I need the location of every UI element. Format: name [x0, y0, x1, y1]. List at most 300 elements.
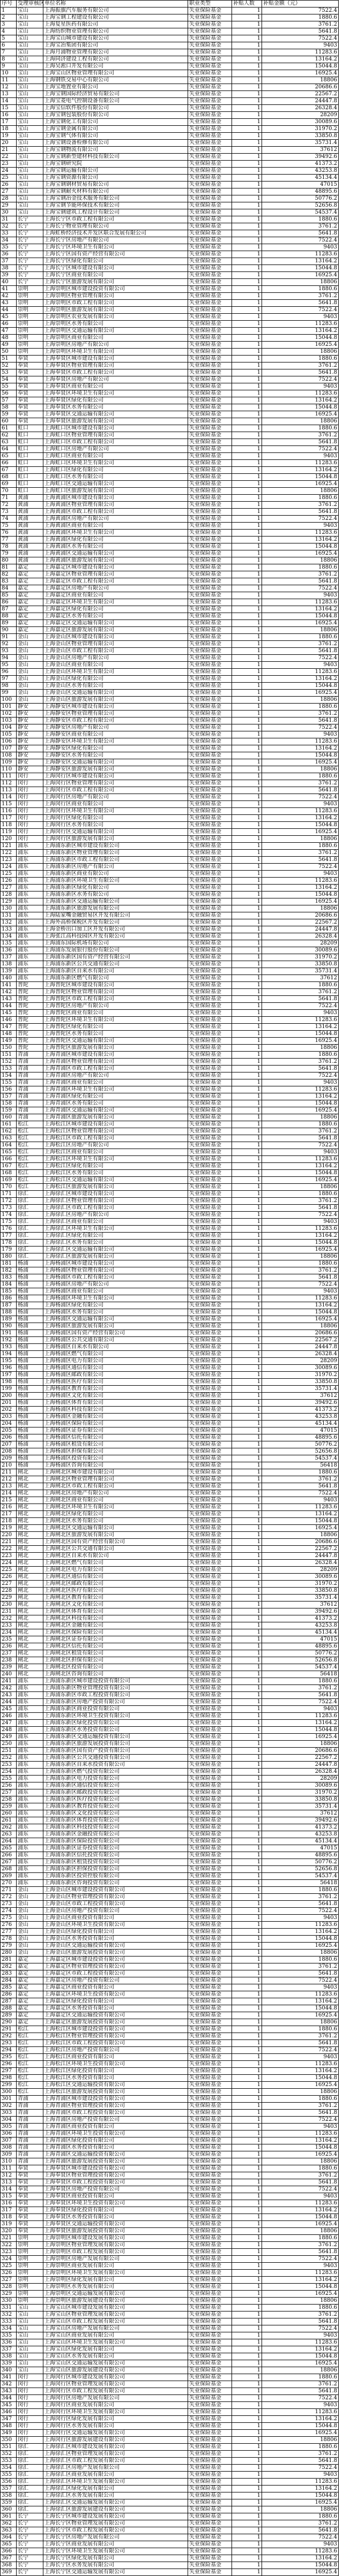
cell-amount: 3761.2	[262, 1685, 339, 1692]
cell-company: 上海崇明区市政工程发展有限公司	[43, 2249, 188, 2256]
cell-amount: 1880.6	[262, 773, 339, 780]
cell-company: 上海闵行区水务发展有限公司	[43, 2423, 188, 2430]
cell-seq: 168	[1, 1170, 17, 1177]
cell-district: 杨浦	[17, 1427, 43, 1434]
cell-seq: 324	[1, 2256, 17, 2263]
cell-fund-type: 失业保险基金	[188, 2430, 232, 2437]
cell-seq: 137	[1, 954, 17, 961]
table-row	[1, 1421, 339, 1427]
cell-fund-type: 失业保险基金	[188, 342, 232, 349]
cell-fund-type: 失业保险基金	[188, 968, 232, 975]
cell-amount: 37612	[262, 1810, 339, 1817]
cell-district: 黄浦	[17, 557, 43, 564]
cell-district: 浦东	[17, 1782, 43, 1789]
cell-company: 上海长宁区旅游发展有限公司	[43, 279, 188, 286]
cell-headcount: 1	[232, 7, 262, 14]
cell-district: 松江	[17, 1128, 43, 1135]
cell-company: 上海长宁区国有资产经营有限公司	[43, 251, 188, 258]
cell-seq: 183	[1, 1274, 17, 1281]
cell-amount: 24447.8	[262, 1553, 339, 1560]
cell-fund-type: 失业保险基金	[188, 488, 232, 495]
cell-fund-type: 失业保险基金	[188, 2353, 232, 2360]
cell-seq: 356	[1, 2479, 17, 2486]
cell-amount: 16925.4	[262, 1943, 339, 1950]
cell-seq: 217	[1, 1511, 17, 1518]
cell-fund-type: 失业保险基金	[188, 745, 232, 752]
cell-seq: 286	[1, 1991, 17, 1998]
cell-district: 杨浦	[17, 1274, 43, 1281]
table-row	[1, 2409, 339, 2416]
cell-district: 虹口	[17, 488, 43, 495]
cell-district: 静安	[17, 731, 43, 738]
table-row	[1, 2499, 339, 2506]
table-row	[1, 209, 339, 216]
cell-district: 浦东	[17, 1755, 43, 1762]
table-row	[1, 1574, 339, 1581]
cell-amount: 33850.8	[262, 1796, 339, 1803]
table-row	[1, 293, 339, 300]
table-row	[1, 362, 339, 369]
cell-headcount: 1	[232, 1824, 262, 1831]
cell-fund-type: 失业保险基金	[188, 390, 232, 397]
cell-company: 上海嘉定区房地产投资有限公司	[43, 1977, 188, 1984]
cell-amount: 16925.4	[262, 2291, 339, 2298]
cell-district: 奉贤	[17, 411, 43, 418]
cell-amount: 16925.4	[262, 2360, 339, 2367]
cell-seq: 84	[1, 585, 17, 592]
table-row	[1, 1226, 339, 1233]
cell-fund-type: 失业保险基金	[188, 1685, 232, 1692]
cell-amount: 50776.2	[262, 1441, 339, 1448]
cell-amount: 5641.8	[262, 857, 339, 864]
cell-amount: 28209	[262, 1567, 339, 1574]
cell-fund-type: 失业保险基金	[188, 432, 232, 439]
table-row	[1, 2061, 339, 2068]
cell-seq: 67	[1, 467, 17, 474]
cell-headcount: 1	[232, 383, 262, 390]
cell-headcount: 1	[232, 272, 262, 279]
cell-seq: 161	[1, 1121, 17, 1128]
cell-company: 上海松江区旅游发展投资有限公司	[43, 2089, 188, 2096]
cell-headcount: 1	[232, 397, 262, 404]
table-row	[1, 2416, 339, 2423]
cell-seq: 203	[1, 1414, 17, 1421]
cell-headcount: 1	[232, 801, 262, 808]
cell-company: 上海闸北区信托有限公司	[43, 1643, 188, 1650]
cell-seq: 206	[1, 1434, 17, 1441]
cell-company: 上海振旗汽车服务有限公司	[43, 7, 188, 14]
cell-company: 上海闸北区邮政有限公司	[43, 1581, 188, 1588]
cell-fund-type: 失业保险基金	[188, 2242, 232, 2249]
cell-district: 浦东	[17, 1685, 43, 1692]
cell-fund-type: 失业保险基金	[188, 2151, 232, 2158]
table-row	[1, 2520, 339, 2527]
cell-amount: 11283.6	[262, 460, 339, 467]
cell-fund-type: 失业保险基金	[188, 711, 232, 717]
table-row	[1, 676, 339, 683]
cell-company: 上海张江高科技园区开发有限公司	[43, 933, 188, 940]
cell-district: 宝山	[17, 209, 43, 216]
cell-headcount: 1	[232, 2040, 262, 2047]
cell-seq: 175	[1, 1219, 17, 1226]
cell-fund-type: 失业保险基金	[188, 543, 232, 550]
cell-headcount: 1	[232, 676, 262, 683]
cell-headcount: 1	[232, 2082, 262, 2089]
cell-fund-type: 失业保险基金	[188, 2033, 232, 2040]
cell-seq: 109	[1, 759, 17, 766]
cell-fund-type: 失业保险基金	[188, 1991, 232, 1998]
cell-company: 上海宝钢气体有限公司	[43, 133, 188, 140]
cell-seq: 21	[1, 147, 17, 154]
cell-company: 上海静安区商业有限公司	[43, 731, 188, 738]
cell-fund-type: 失业保险基金	[188, 1539, 232, 1546]
cell-seq: 136	[1, 947, 17, 954]
cell-district: 奉贤	[17, 2228, 43, 2235]
table-row	[1, 592, 339, 599]
table-row	[1, 1309, 339, 1316]
cell-seq: 311	[1, 2165, 17, 2172]
cell-headcount: 1	[232, 2193, 262, 2200]
cell-fund-type: 失业保险基金	[188, 843, 232, 850]
cell-headcount: 1	[232, 2089, 262, 2096]
cell-seq: 10	[1, 70, 17, 77]
cell-company: 上海嘉定区绿化投资有限公司	[43, 1998, 188, 2005]
cell-fund-type: 失业保险基金	[188, 1894, 232, 1901]
cell-seq: 255	[1, 1776, 17, 1782]
cell-fund-type: 失业保险基金	[188, 383, 232, 390]
cell-company: 上海崇明区水务有限公司	[43, 321, 188, 328]
cell-headcount: 1	[232, 182, 262, 188]
cell-company: 上海奉贤区城市建设投资有限公司	[43, 2165, 188, 2172]
cell-district: 虹口	[17, 446, 43, 453]
cell-amount: 11283.6	[262, 2061, 339, 2068]
cell-company: 上海普陀区交通运输有限公司	[43, 1038, 188, 1045]
cell-company: 上海普陀区市政工程有限公司	[43, 996, 188, 1003]
cell-company: 上海闵行区旅游发展建设有限公司	[43, 2437, 188, 2444]
cell-seq: 170	[1, 1184, 17, 1191]
cell-headcount: 1	[232, 2061, 262, 2068]
cell-fund-type: 失业保险基金	[188, 2562, 232, 2569]
cell-district: 闸北	[17, 1636, 43, 1643]
cell-seq: 7	[1, 49, 17, 56]
table-row	[1, 690, 339, 697]
cell-company: 上海静安区物业管理有限公司	[43, 711, 188, 717]
cell-seq: 262	[1, 1824, 17, 1831]
cell-company: 上海闸北区教育有限公司	[43, 1595, 188, 1601]
cell-amount: 41373.2	[262, 161, 339, 168]
cell-amount: 5641.8	[262, 787, 339, 794]
table-row	[1, 1943, 339, 1950]
cell-district: 普陀	[17, 989, 43, 996]
table-row	[1, 369, 339, 376]
cell-seq: 66	[1, 460, 17, 467]
cell-headcount: 1	[232, 1086, 262, 1093]
table-row	[1, 460, 339, 467]
cell-amount: 7522.4	[262, 1281, 339, 1288]
cell-headcount: 1	[232, 892, 262, 898]
cell-company: 上海宝山区物业管理有限公司	[43, 70, 188, 77]
cell-fund-type: 失业保险基金	[188, 1365, 232, 1372]
cell-fund-type: 失业保险基金	[188, 1427, 232, 1434]
cell-headcount: 1	[232, 328, 262, 335]
cell-amount: 20686.6	[262, 1748, 339, 1755]
table-row	[1, 1302, 339, 1309]
cell-seq: 50	[1, 349, 17, 356]
table-row	[1, 2548, 339, 2555]
cell-company: 上海纺织物业管理有限公司	[43, 28, 188, 35]
cell-district: 宝山	[17, 63, 43, 70]
cell-amount: 11283.6	[262, 321, 339, 328]
cell-company: 上海金山区水务投资有限公司	[43, 1936, 188, 1943]
cell-headcount: 1	[232, 2416, 262, 2423]
cell-fund-type: 失业保险基金	[188, 2305, 232, 2311]
cell-amount: 16925.4	[262, 2012, 339, 2019]
cell-amount: 9403	[262, 871, 339, 878]
cell-seq: 214	[1, 1490, 17, 1497]
cell-district: 浦东	[17, 1720, 43, 1727]
cell-amount: 1880.6	[262, 2444, 339, 2451]
table-row	[1, 105, 339, 112]
cell-seq: 353	[1, 2458, 17, 2465]
cell-company: 上海浦东国际机场有限公司	[43, 940, 188, 947]
table-row	[1, 1240, 339, 1247]
table-row	[1, 627, 339, 634]
cell-fund-type: 失业保险基金	[188, 300, 232, 307]
cell-headcount: 1	[232, 1553, 262, 1560]
cell-district: 浦东	[17, 933, 43, 940]
cell-company: 上海闸北区市政工程有限公司	[43, 1483, 188, 1490]
cell-headcount: 1	[232, 1546, 262, 1553]
cell-company: 上海闸北区燃气有限公司	[43, 1560, 188, 1567]
table-row	[1, 850, 339, 857]
cell-fund-type: 失业保险基金	[188, 1455, 232, 1462]
cell-fund-type: 失业保险基金	[188, 2179, 232, 2186]
cell-amount: 9403	[262, 1915, 339, 1922]
cell-headcount: 1	[232, 1504, 262, 1511]
table-row	[1, 1121, 339, 1128]
cell-seq: 212	[1, 1476, 17, 1483]
cell-seq: 103	[1, 717, 17, 724]
cell-amount: 16925.4	[262, 272, 339, 279]
cell-seq: 16	[1, 112, 17, 119]
cell-district: 崇明	[17, 286, 43, 293]
cell-seq: 301	[1, 2096, 17, 2103]
cell-seq: 198	[1, 1379, 17, 1386]
cell-fund-type: 失业保险基金	[188, 898, 232, 905]
table-row	[1, 1511, 339, 1518]
cell-fund-type: 失业保险基金	[188, 1567, 232, 1574]
cell-district: 杨浦	[17, 1260, 43, 1267]
cell-fund-type: 失业保险基金	[188, 1852, 232, 1859]
cell-company: 上海闸北区城市建设有限公司	[43, 1469, 188, 1476]
cell-company: 上海金山区城市建设投资有限公司	[43, 1887, 188, 1894]
cell-amount: 13164.2	[262, 2416, 339, 2423]
table-row	[1, 711, 339, 717]
cell-seq: 261	[1, 1817, 17, 1824]
cell-district: 长宁	[17, 2541, 43, 2548]
cell-district: 长宁	[17, 265, 43, 272]
cell-fund-type: 失业保险基金	[188, 1128, 232, 1135]
cell-district: 崇明	[17, 307, 43, 314]
cell-seq: 289	[1, 2012, 17, 2019]
cell-fund-type: 失业保险基金	[188, 523, 232, 530]
cell-amount: 1880.6	[262, 1469, 339, 1476]
cell-amount: 16925.4	[262, 2221, 339, 2228]
cell-seq: 317	[1, 2207, 17, 2214]
cell-seq: 133	[1, 926, 17, 933]
cell-headcount: 1	[232, 940, 262, 947]
cell-seq: 224	[1, 1560, 17, 1567]
cell-headcount: 1	[232, 133, 262, 140]
cell-district: 闸北	[17, 1671, 43, 1678]
cell-seq: 37	[1, 258, 17, 265]
cell-company: 上海虹口区商业有限公司	[43, 453, 188, 460]
cell-fund-type: 失业保险基金	[188, 1337, 232, 1344]
cell-seq: 309	[1, 2151, 17, 2158]
cell-fund-type: 失业保险基金	[188, 704, 232, 711]
table-row	[1, 2033, 339, 2040]
table-row	[1, 655, 339, 662]
cell-company: 上海松江区水务投资有限公司	[43, 2075, 188, 2082]
cell-seq: 263	[1, 1831, 17, 1838]
cell-company: 上海浦东新区信托投资有限公司	[43, 1852, 188, 1859]
cell-seq: 135	[1, 940, 17, 947]
cell-company: 上海崇明区旅游发展有限公司	[43, 307, 188, 314]
table-row	[1, 195, 339, 202]
cell-amount: 16925.4	[262, 2499, 339, 2506]
cell-headcount: 1	[232, 1247, 262, 1253]
cell-headcount: 1	[232, 1943, 262, 1950]
cell-district: 黄浦	[17, 537, 43, 543]
cell-seq: 297	[1, 2068, 17, 2075]
cell-district: 青浦	[17, 2137, 43, 2144]
cell-district: 青浦	[17, 2124, 43, 2131]
cell-amount: 5641.8	[262, 578, 339, 585]
cell-company: 上海浦东新区交通运输投资有限公司	[43, 1734, 188, 1741]
cell-district: 徐汇	[17, 2444, 43, 2451]
table-row	[1, 2207, 339, 2214]
cell-district: 黄浦	[17, 509, 43, 516]
cell-fund-type: 失业保险基金	[188, 885, 232, 892]
cell-seq: 358	[1, 2492, 17, 2499]
cell-seq: 11	[1, 77, 17, 84]
cell-headcount: 1	[232, 1734, 262, 1741]
table-row	[1, 509, 339, 516]
cell-amount: 7522.4	[262, 2534, 339, 2541]
cell-company: 上海松江区物业管理投资有限公司	[43, 2033, 188, 2040]
table-row	[1, 2054, 339, 2061]
cell-seq: 362	[1, 2520, 17, 2527]
cell-seq: 243	[1, 1692, 17, 1699]
cell-amount: 18806	[262, 836, 339, 843]
cell-amount: 7522.4	[262, 794, 339, 801]
cell-amount: 45134.4	[262, 1629, 339, 1636]
cell-amount: 5641.8	[262, 1901, 339, 1908]
cell-headcount: 1	[232, 2096, 262, 2103]
cell-district: 浦东	[17, 885, 43, 892]
table-row	[1, 2158, 339, 2165]
cell-district: 普陀	[17, 1031, 43, 1038]
cell-headcount: 1	[232, 641, 262, 648]
cell-headcount: 1	[232, 1497, 262, 1504]
cell-headcount: 1	[232, 321, 262, 328]
cell-district: 宝山	[17, 77, 43, 84]
cell-fund-type: 失业保险基金	[188, 1003, 232, 1010]
cell-fund-type: 失业保险基金	[188, 1650, 232, 1657]
cell-fund-type: 失业保险基金	[188, 627, 232, 634]
cell-fund-type: 失业保险基金	[188, 376, 232, 383]
cell-company: 上海长宁区房地产发展有限公司	[43, 2534, 188, 2541]
cell-district: 宝山	[17, 119, 43, 126]
cell-company: 上海杨浦区科技有限公司	[43, 1407, 188, 1414]
cell-seq: 69	[1, 481, 17, 488]
cell-fund-type: 失业保险基金	[188, 1741, 232, 1748]
cell-amount: 7522.4	[262, 516, 339, 523]
cell-company: 上海宝山城市建设有限公司	[43, 35, 188, 42]
cell-seq: 88	[1, 613, 17, 620]
cell-amount: 7522.4	[262, 2117, 339, 2124]
cell-amount: 9403	[262, 1706, 339, 1713]
cell-seq: 307	[1, 2137, 17, 2144]
cell-fund-type: 失业保险基金	[188, 1448, 232, 1455]
cell-amount: 9403	[262, 2263, 339, 2270]
cell-fund-type: 失业保险基金	[188, 2075, 232, 2082]
table-row	[1, 488, 339, 495]
table-row	[1, 140, 339, 147]
cell-headcount: 1	[232, 794, 262, 801]
cell-company: 上海闸北区房地产有限公司	[43, 1490, 188, 1497]
cell-fund-type: 失业保险基金	[188, 1407, 232, 1414]
table-row	[1, 1908, 339, 1915]
cell-company: 上海嘉定区商业有限公司	[43, 592, 188, 599]
cell-seq: 96	[1, 669, 17, 676]
cell-amount: 56418	[262, 1671, 339, 1678]
cell-company: 上海青浦区交通运输有限公司	[43, 1107, 188, 1114]
cell-company: 上海松江区市政工程有限公司	[43, 1135, 188, 1142]
cell-district: 崇明	[17, 2298, 43, 2305]
cell-fund-type: 失业保险基金	[188, 1796, 232, 1803]
cell-amount: 18806	[262, 2019, 339, 2026]
cell-fund-type: 失业保险基金	[188, 2416, 232, 2423]
cell-seq: 6	[1, 42, 17, 49]
table-row	[1, 2506, 339, 2513]
cell-amount: 3761.2	[262, 502, 339, 509]
cell-district: 奉贤	[17, 2186, 43, 2193]
cell-district: 崇明	[17, 342, 43, 349]
cell-seq: 42	[1, 293, 17, 300]
cell-district: 宝山	[17, 2367, 43, 2374]
cell-seq: 76	[1, 530, 17, 537]
cell-company: 上海嘉定区水务有限公司	[43, 613, 188, 620]
cell-headcount: 1	[232, 578, 262, 585]
cell-district: 闸北	[17, 1525, 43, 1532]
cell-company: 上海复星医药有限公司	[43, 21, 188, 28]
cell-company: 上海青浦区交通运输投资有限公司	[43, 2151, 188, 2158]
table-row	[1, 1274, 339, 1281]
cell-seq: 313	[1, 2179, 17, 2186]
cell-headcount: 1	[232, 2402, 262, 2409]
cell-amount: 1880.6	[262, 425, 339, 432]
cell-seq: 55	[1, 383, 17, 390]
table-row	[1, 70, 339, 77]
cell-seq: 144	[1, 1003, 17, 1010]
cell-headcount: 1	[232, 1595, 262, 1601]
table-row	[1, 2110, 339, 2117]
cell-company: 上海宝钢设备检修有限公司	[43, 140, 188, 147]
cell-company: 上海青浦区物业管理投资有限公司	[43, 2103, 188, 2110]
cell-amount: 1880.6	[262, 1052, 339, 1059]
cell-company: 上海奉贤区物业管理投资有限公司	[43, 2172, 188, 2179]
